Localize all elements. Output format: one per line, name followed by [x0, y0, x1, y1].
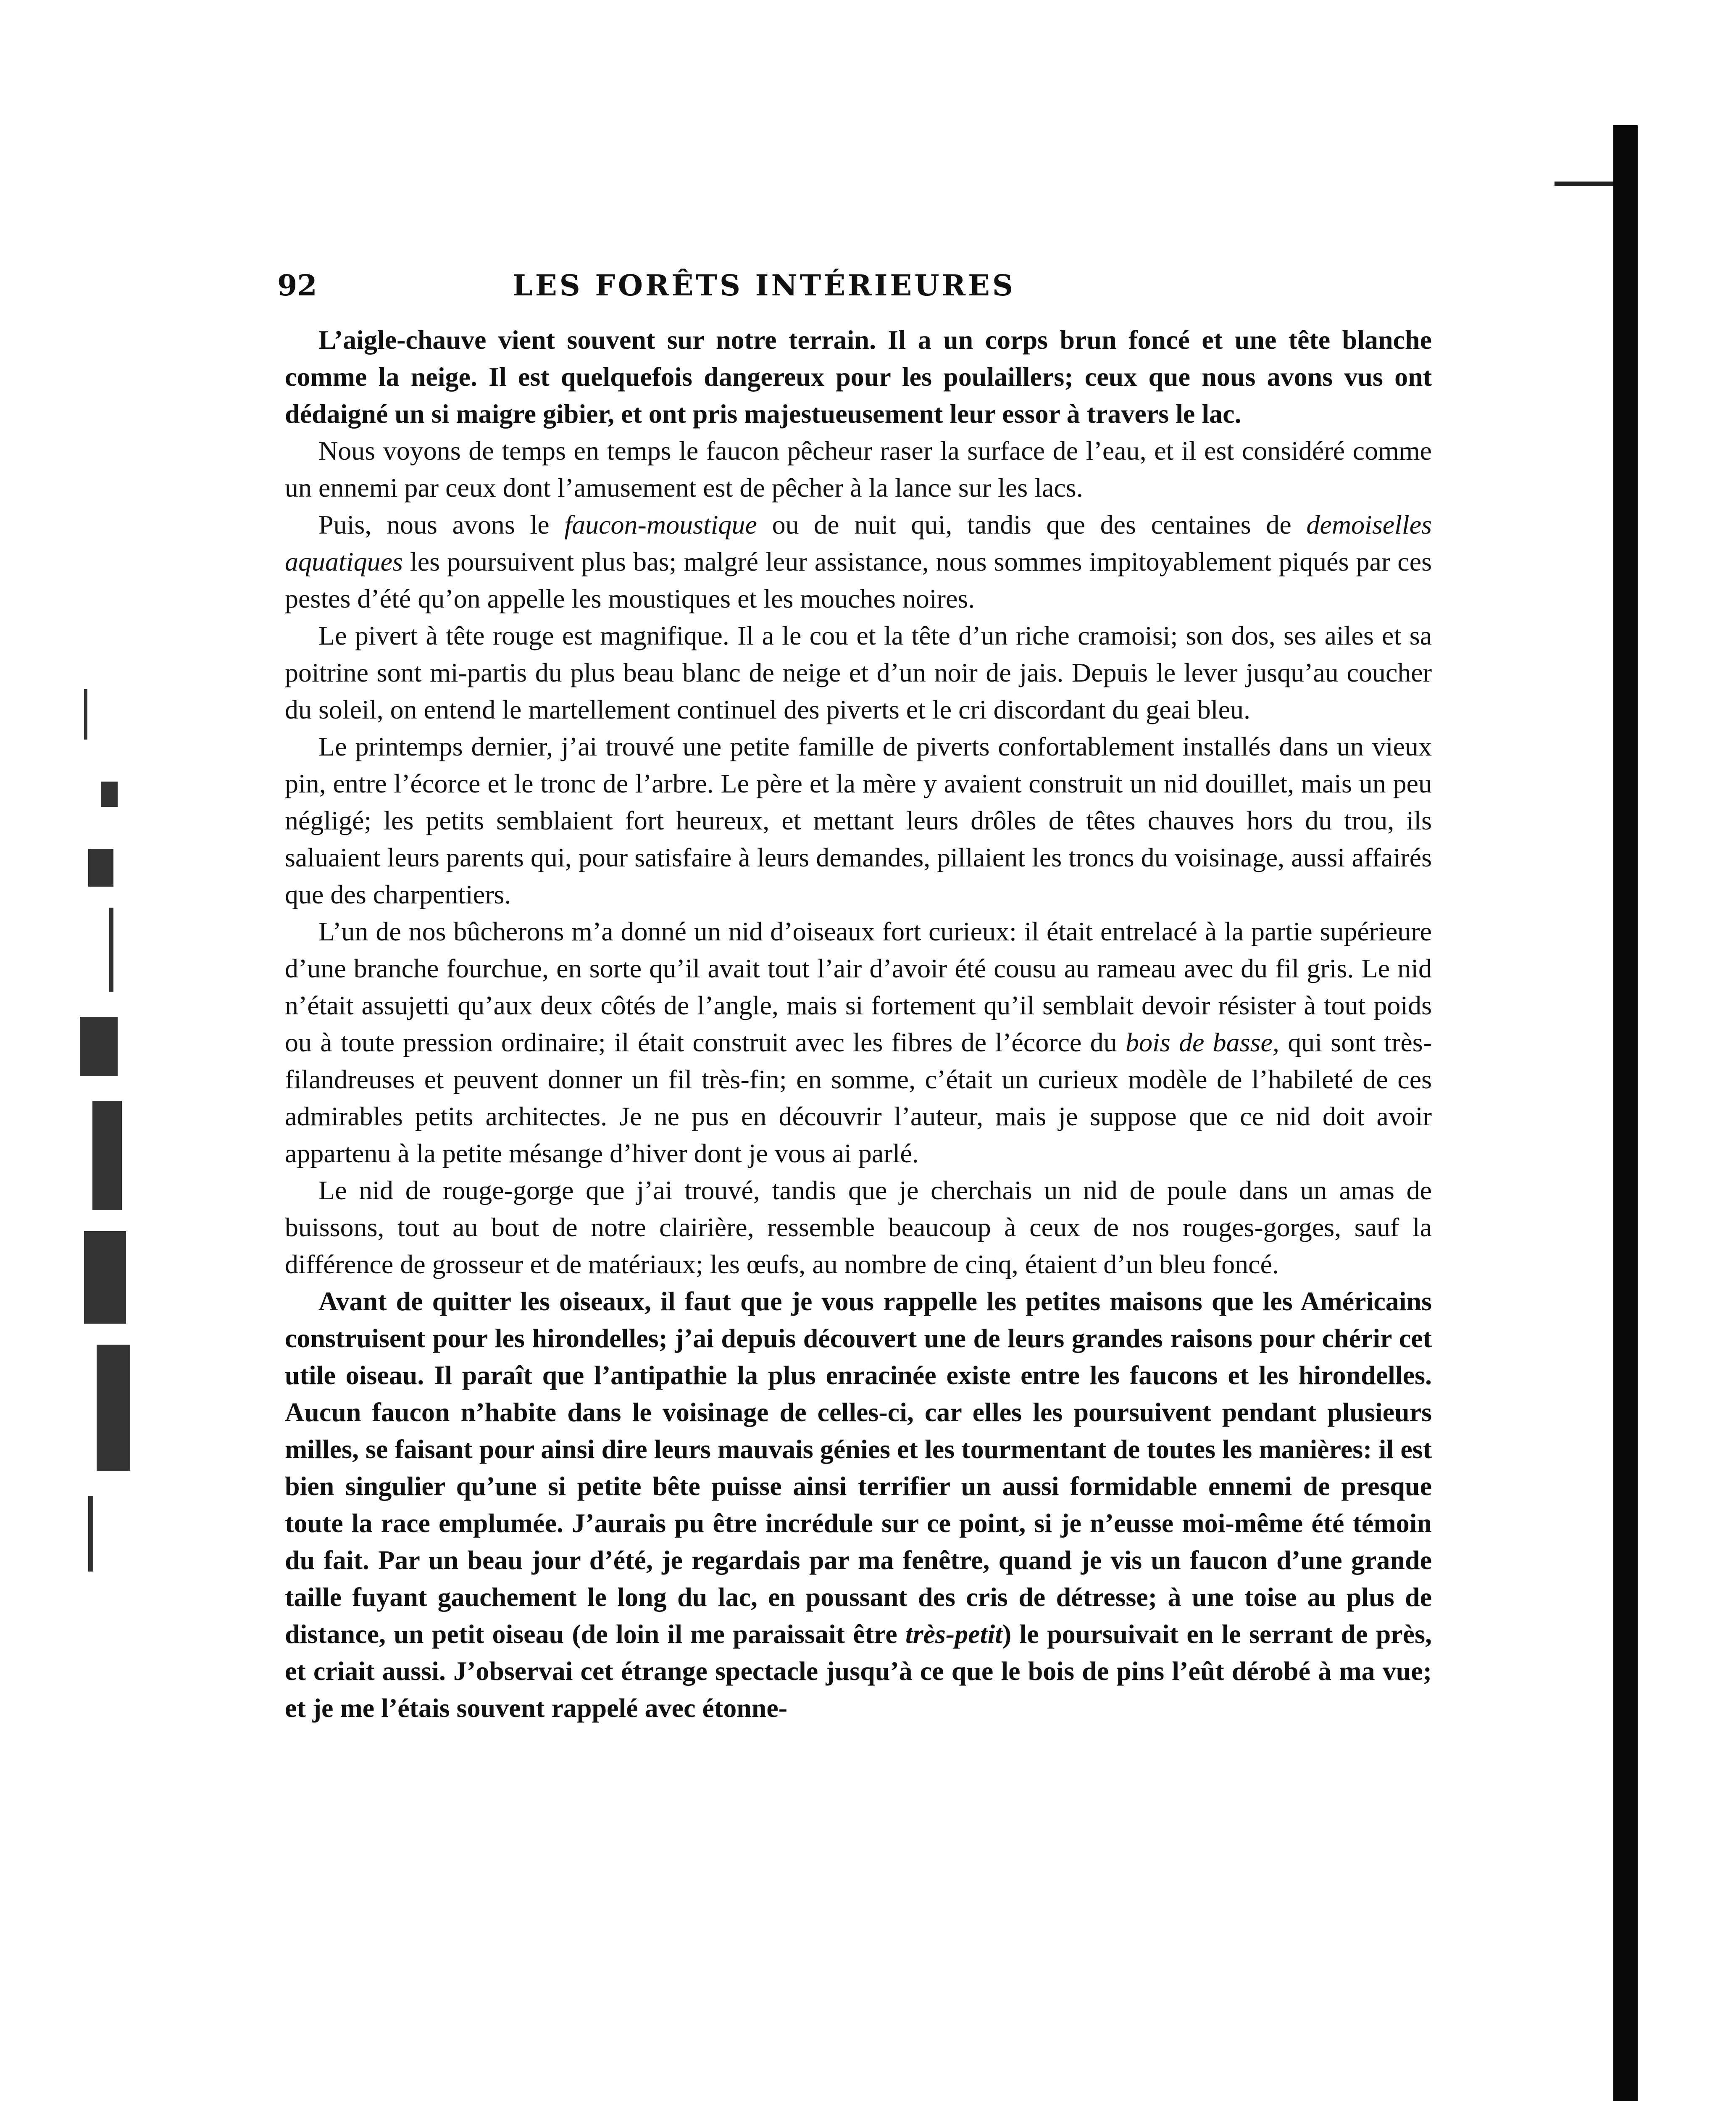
paragraph-swallows-start: Avant de quitter les oiseaux, il faut que je vous rappelle les petites maisons que les Américains construisent pour les hirondelles; j’ai depuis découvert une de leurs grandes raisons pour chérir cet utile oiseau. Il paraît que l’antipathie la plus enracinée existe entre les faucons et les hirondelles. Aucun faucon n’habite dans le voisinage de celles-ci, car elles les poursuivent pendant plusieurs milles, se faisant pour ainsi dire leurs mauvais génies et les tourmentant de toutes les manières: il est bien singulier qu’une si petite bête puisse ainsi terrifier un aussi formidable ennemi de presque toute la race emplumée. J’aurais pu être incrédule sur ce point, si je n’eusse moi-même été témoin du fait. Par un beau jour d’été, je regardais par ma fenêtre, quand je vis un faucon d’une grande taille fuyant gauchement le long du lac, en poussant des cris de détresse; à une toise au plus de distance, un petit oiseau (de loin il me paraissait être: [285, 1286, 1432, 1649]
running-head: LES FORÊTS INTÉRIEURES: [513, 269, 1015, 303]
paragraph-curious-nest-end: qui sont très-filandreuses et peuvent donner un fil très-fin; en somme, c’était un curieux modèle de l’habileté de ces admirables petits architectes. Je ne pus en découvrir l’auteur, mais je suppose que ce nid doit avoir appartenu à la petite mésange d’hiver dont je vous ai parlé.: [285, 1027, 1432, 1168]
paragraph-woodpecker-family: Le printemps dernier, j’ai trouvé une petite famille de piverts confortablement installés dans un vieux pin, entre l’écorce et le tronc de l’arbre. Le père et la mère y avaient construit un nid douillet, mais un peu négligé; les petits semblaient fort heureux, et mettant leurs drôles de têtes chauves hors du trou, ils saluaient leurs parents qui, pour satisfaire à leurs demandes, pillaient les troncs du voisinage, aussi affairés que des charpentiers.: [285, 732, 1432, 909]
italic-demoiselles-aquatiques: demoiselles aquatiques: [285, 510, 1432, 577]
italic-faucon-moustique: faucon-moustique: [564, 510, 757, 540]
paragraph-fishing-hawk: Nous voyons de temps en temps le faucon pêcheur raser la surface de l’eau, et il est considéré comme un ennemi par ceux dont l’amusement est de pêcher à la lance sur les lacs.: [285, 436, 1432, 503]
page-number: 92: [277, 269, 317, 303]
paragraph-night-hawk: [285, 506, 1432, 617]
paragraph-night-hawk-middle: ou de nuit qui, tandis que des centaines de: [757, 510, 1307, 540]
paragraph-curious-nest: [285, 913, 1432, 1172]
body-text: [285, 321, 1432, 1727]
paragraph-red-headed-woodpecker: Le pivert à tête rouge est magnifique. Il a le cou et la tête d’un riche cramoisi; son dos, ses ailes et sa poitrine sont mi-partis du plus beau blanc de neige et d’un noir de jais. Depuis le lever jusqu’au coucher du soleil, on entend le martellement continuel des piverts et le cri discordant du geai bleu.: [285, 621, 1432, 724]
scan-edge-tick: [1555, 182, 1613, 186]
binding-artifacts: [76, 672, 151, 1597]
paragraph-curious-nest-start: L’un de nos bûcherons m’a donné un nid d’oiseaux fort curieux: il était entrelacé à la partie supérieure d’une branche fourchue, en sorte qu’il avait tout l’air d’avoir été cousu au rameau avec du fil gris. Le nid n’était assujetti qu’aux deux côtés de l’angle, mais si fortement qu’il semblait devoir résister à tout poids ou à toute pression ordinaire; il était construit avec les fibres de l’écorce du: [285, 916, 1432, 1057]
page-header: [277, 269, 1437, 315]
scan-edge-bar: [1613, 125, 1638, 2101]
italic-bois-de-basse: bois de basse,: [1125, 1027, 1279, 1057]
paragraph-robin-nest: Le nid de rouge-gorge que j’ai trouvé, tandis que je cherchais un nid de poule dans un amas de buissons, tout au bout de notre clairière, ressemble beaucoup à ceux de nos rouges-gorges, sauf la différence de grosseur et de matériaux; les œufs, au nombre de cinq, étaient d’un bleu foncé.: [285, 1175, 1432, 1279]
paragraph-night-hawk-start: Puis, nous avons le: [318, 510, 565, 540]
paragraph-swallows-end: ) le poursuivait en le serrant de près, et criait aussi. J’observai cet étrange spectacle jusqu’à ce que le bois de pins l’eût dérobé à ma vue; et je me l’étais souvent rappelé avec étonne-: [285, 1619, 1432, 1723]
italic-tres-petit: très-petit: [905, 1619, 1003, 1649]
paragraph-swallows: [285, 1283, 1432, 1727]
paragraph-eagle: L’aigle-chauve vient souvent sur notre terrain. Il a un corps brun foncé et une tête blanche comme la neige. Il est quelquefois dangereux pour les poulaillers; ceux que nous avons vus ont dédaigné un si maigre gibier, et ont pris majestueusement leur essor à travers le lac.: [285, 325, 1432, 429]
paragraph-night-hawk-end: les poursuivent plus bas; malgré leur assistance, nous sommes impitoyablement piqués par ces pestes d’été qu’on appelle les moustiques et les mouches noires.: [285, 547, 1432, 613]
